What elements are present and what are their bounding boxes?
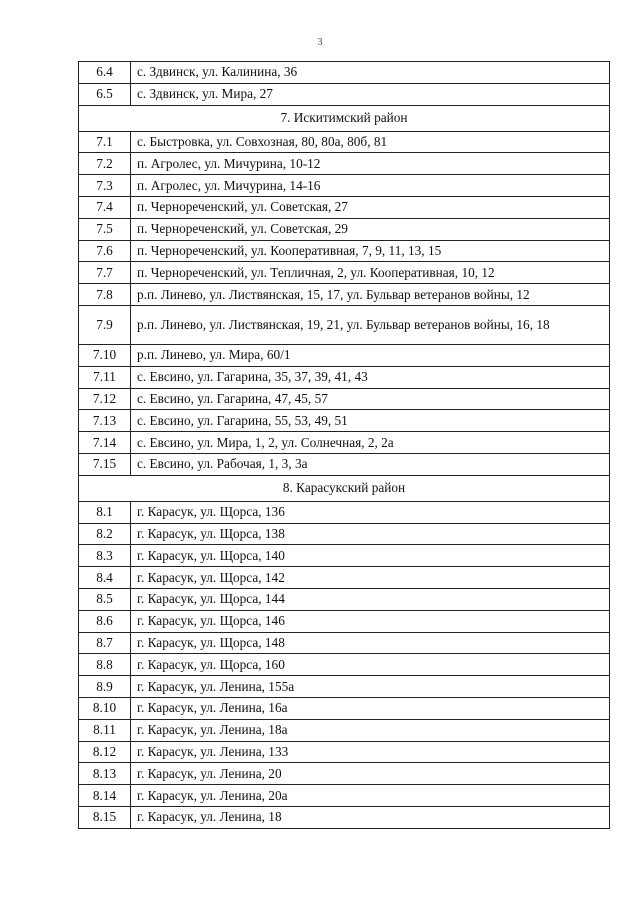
- row-address: с. Здвинск, ул. Калинина, 36: [131, 62, 610, 84]
- table-row: [79, 676, 610, 698]
- row-address: с. Евсино, ул. Рабочая, 1, 3, 3а: [131, 453, 610, 475]
- row-number: 7.5: [79, 218, 131, 240]
- table-row: [79, 388, 610, 410]
- address-table: [78, 61, 610, 829]
- row-address: г. Карасук, ул. Щорса, 160: [131, 654, 610, 676]
- row-address: с. Евсино, ул. Гагарина, 55, 53, 49, 51: [131, 410, 610, 432]
- section-title: 7. Искитимский район: [79, 105, 610, 131]
- section-row: [79, 105, 610, 131]
- table-row: [79, 196, 610, 218]
- table-row: [79, 432, 610, 454]
- row-address: с. Быстровка, ул. Совхозная, 80, 80а, 80б, 81: [131, 131, 610, 153]
- row-address: г. Карасук, ул. Щорса, 142: [131, 567, 610, 589]
- row-number: 8.5: [79, 588, 131, 610]
- row-address: г. Карасук, ул. Ленина, 18а: [131, 719, 610, 741]
- row-address: г. Карасук, ул. Щорса, 146: [131, 610, 610, 632]
- row-number: 8.14: [79, 785, 131, 807]
- row-number: 7.11: [79, 366, 131, 388]
- table-row: [79, 131, 610, 153]
- table-row: [79, 719, 610, 741]
- table-row: [79, 262, 610, 284]
- page-number: 3: [317, 37, 323, 48]
- table-row: [79, 588, 610, 610]
- row-number: 7.3: [79, 175, 131, 197]
- row-number: 8.4: [79, 567, 131, 589]
- table-row: [79, 610, 610, 632]
- row-number: 8.2: [79, 523, 131, 545]
- row-address: г. Карасук, ул. Ленина, 20: [131, 763, 610, 785]
- table-row: [79, 763, 610, 785]
- section-row: [79, 475, 610, 501]
- row-number: 8.10: [79, 697, 131, 719]
- table-row: [79, 545, 610, 567]
- row-address: г. Карасук, ул. Щорса, 148: [131, 632, 610, 654]
- row-address: с. Евсино, ул. Гагарина, 35, 37, 39, 41, 43: [131, 366, 610, 388]
- row-number: 8.11: [79, 719, 131, 741]
- row-address: г. Карасук, ул. Ленина, 16а: [131, 697, 610, 719]
- row-number: 7.13: [79, 410, 131, 432]
- table-row: [79, 654, 610, 676]
- row-address: г. Карасук, ул. Щорса, 138: [131, 523, 610, 545]
- row-number: 7.15: [79, 453, 131, 475]
- row-number: 7.2: [79, 153, 131, 175]
- table-row: [79, 175, 610, 197]
- row-address: п. Агролес, ул. Мичурина, 14-16: [131, 175, 610, 197]
- row-address: г. Карасук, ул. Щорса, 136: [131, 501, 610, 523]
- row-address: с. Здвинск, ул. Мира, 27: [131, 83, 610, 105]
- table-row: [79, 344, 610, 366]
- row-number: 8.1: [79, 501, 131, 523]
- table-row: [79, 501, 610, 523]
- row-number: 8.15: [79, 806, 131, 828]
- row-address: с. Евсино, ул. Мира, 1, 2, ул. Солнечная, 2, 2а: [131, 432, 610, 454]
- row-address: г. Карасук, ул. Щорса, 144: [131, 588, 610, 610]
- row-address: г. Карасук, ул. Ленина, 155а: [131, 676, 610, 698]
- row-number: 6.4: [79, 62, 131, 84]
- row-number: 8.9: [79, 676, 131, 698]
- row-address: г. Карасук, ул. Ленина, 133: [131, 741, 610, 763]
- row-number: 8.12: [79, 741, 131, 763]
- table-row: [79, 453, 610, 475]
- row-number: 7.14: [79, 432, 131, 454]
- table-row: [79, 284, 610, 306]
- row-number: 7.8: [79, 284, 131, 306]
- row-address: с. Евсино, ул. Гагарина, 47, 45, 57: [131, 388, 610, 410]
- table-row: [79, 218, 610, 240]
- row-address: р.п. Линево, ул. Листвянская, 15, 17, ул. Бульвар ветеранов войны, 12: [131, 284, 610, 306]
- row-number: 7.1: [79, 131, 131, 153]
- table-row: [79, 567, 610, 589]
- row-number: 8.7: [79, 632, 131, 654]
- table-row: [79, 305, 610, 344]
- table-row: [79, 83, 610, 105]
- table-row: [79, 153, 610, 175]
- row-address: г. Карасук, ул. Ленина, 18: [131, 806, 610, 828]
- row-number: 8.8: [79, 654, 131, 676]
- row-address: г. Карасук, ул. Щорса, 140: [131, 545, 610, 567]
- table-row: [79, 240, 610, 262]
- table-row: [79, 697, 610, 719]
- table-row: [79, 806, 610, 828]
- row-address: г. Карасук, ул. Ленина, 20а: [131, 785, 610, 807]
- row-number: 7.4: [79, 196, 131, 218]
- table-row: [79, 410, 610, 432]
- table-row: [79, 523, 610, 545]
- row-address: р.п. Линево, ул. Листвянская, 19, 21, ул. Бульвар ветеранов войны, 16, 18: [131, 305, 610, 344]
- table-row: [79, 785, 610, 807]
- row-address: р.п. Линево, ул. Мира, 60/1: [131, 344, 610, 366]
- row-address: п. Чернореченский, ул. Советская, 27: [131, 196, 610, 218]
- table-row: [79, 741, 610, 763]
- row-number: 7.10: [79, 344, 131, 366]
- row-number: 7.12: [79, 388, 131, 410]
- section-title: 8. Карасукский район: [79, 475, 610, 501]
- row-address: п. Чернореченский, ул. Тепличная, 2, ул. Кооперативная, 10, 12: [131, 262, 610, 284]
- row-number: 7.9: [79, 305, 131, 344]
- row-address: п. Чернореченский, ул. Кооперативная, 7, 9, 11, 13, 15: [131, 240, 610, 262]
- row-number: 7.7: [79, 262, 131, 284]
- row-number: 8.3: [79, 545, 131, 567]
- row-address: п. Чернореченский, ул. Советская, 29: [131, 218, 610, 240]
- row-number: 7.6: [79, 240, 131, 262]
- row-number: 8.6: [79, 610, 131, 632]
- table-row: [79, 632, 610, 654]
- row-address: п. Агролес, ул. Мичурина, 10-12: [131, 153, 610, 175]
- table-row: [79, 62, 610, 84]
- table-row: [79, 366, 610, 388]
- address-table-body: [79, 62, 610, 829]
- row-number: 8.13: [79, 763, 131, 785]
- row-number: 6.5: [79, 83, 131, 105]
